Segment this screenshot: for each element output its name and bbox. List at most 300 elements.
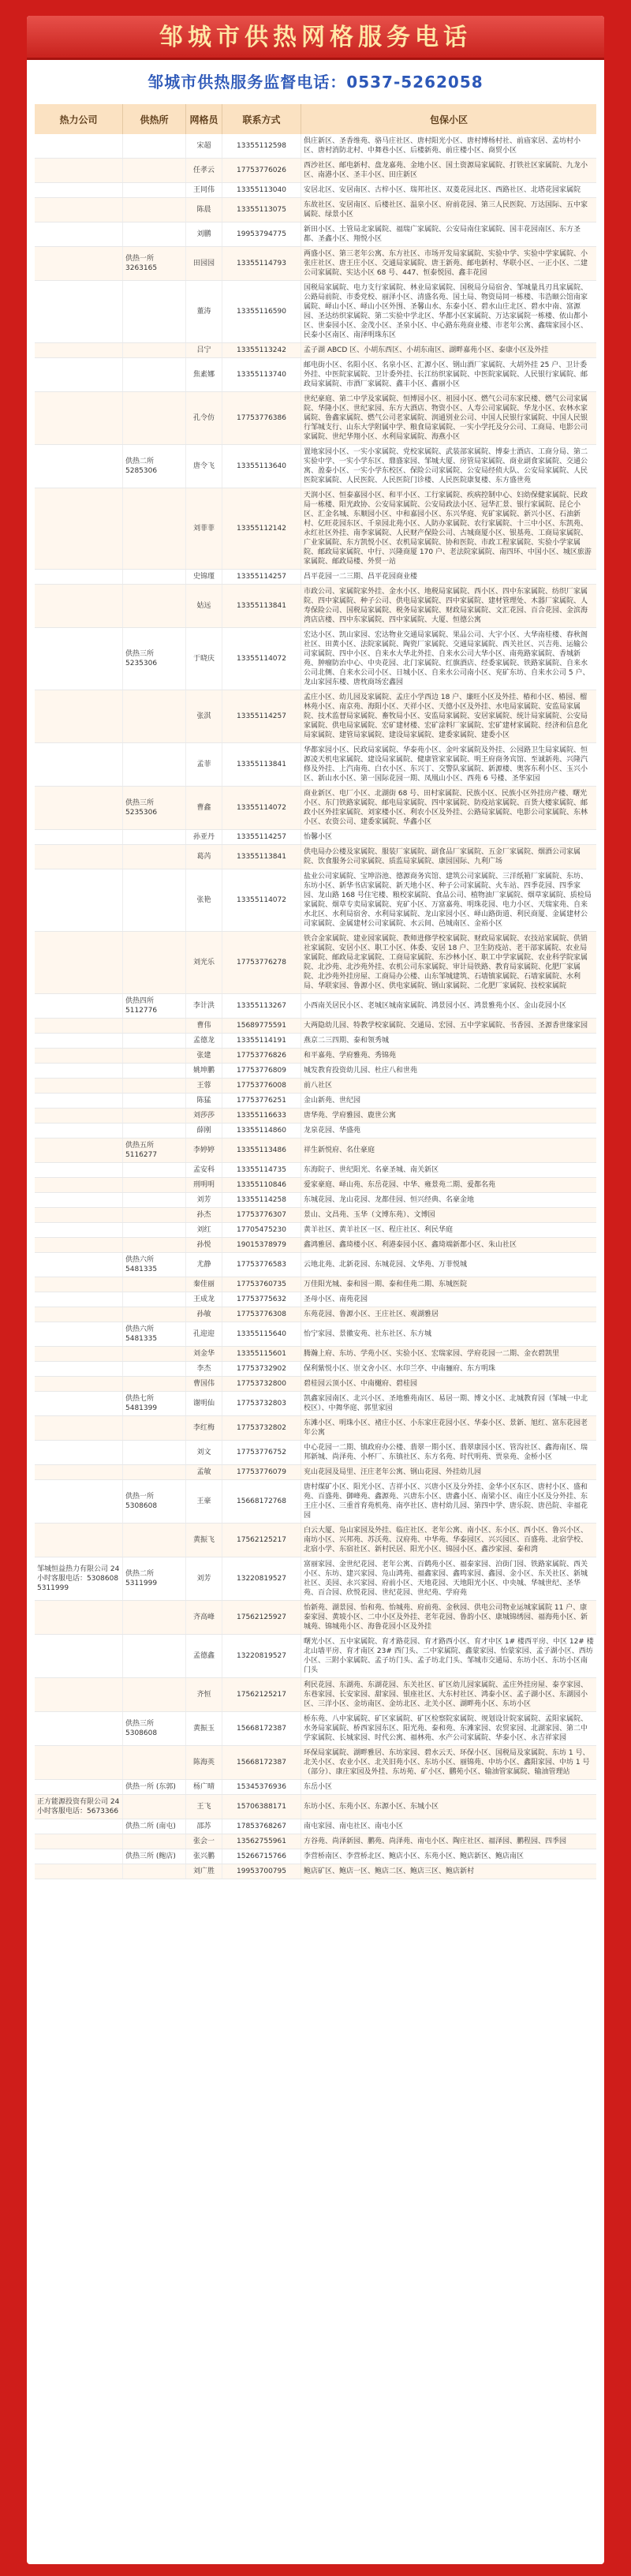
cell-phone[interactable]: 13355113486 [222,1138,301,1162]
cell-station [123,1601,186,1634]
cell-phone[interactable]: 15668172387 [222,1712,301,1745]
cell-company [35,198,123,222]
cell-company [35,570,123,584]
cell-phone[interactable]: 13220819527 [222,1557,301,1600]
table-row [35,845,596,869]
cell-grid-staff: 董涛 [186,281,222,342]
cell-phone[interactable]: 13355113841 [222,585,301,627]
cell-station [123,134,186,158]
cell-company [35,392,123,444]
cell-phone[interactable]: 17753776008 [222,1079,301,1093]
cell-phone[interactable]: 17853768267 [222,1819,301,1834]
table-row [35,1094,596,1109]
cell-area: 怡馨小区 [304,833,333,841]
cell-area: 华都家园小区、民政局家属院、华泰苑小区、金叶家属院及外挂、公园路卫生局家属院、恒源凌天机电家属院、建设局家属院、健康管家家属院、明王府商务宾馆、至诚新苑、兴隆汽修及外挂、上汽南苑、白衣小区、东兴丁、交警队家属院、新源楼、奥客东利小区、玉兴小区、新山水小区、第一国际花园一期、凤凰山小区、西苑 6 号楼、圣华家园 [304,746,588,783]
cell-phone[interactable]: 17562125927 [222,1601,301,1634]
cell-station [123,1635,186,1677]
cell-phone[interactable]: 15706388171 [222,1795,301,1819]
cell-phone[interactable]: 13355114258 [222,1193,301,1207]
table-row [35,1307,596,1322]
cell-phone[interactable]: 13355114257 [222,570,301,584]
cell-station [123,198,186,222]
cell-phone[interactable]: 13355113841 [222,845,301,869]
cell-phone[interactable]: 17753776809 [222,1064,301,1078]
table-row [35,1746,596,1780]
cell-phone[interactable]: 13355110846 [222,1178,301,1192]
table-row [35,628,596,690]
cell-area: 东城花园、龙山花园、龙都佳园、恒兴经典、名豪金地 [304,1196,475,1204]
cell-company [35,1208,123,1222]
cell-area: 鲍店矿区、鲍店一区、鲍店二区、鲍店三区、鲍店新村 [304,1868,475,1875]
cell-company [35,1178,123,1192]
cell-grid-staff: 刘鹏 [186,222,222,246]
cell-phone[interactable]: 13355114257 [222,830,301,844]
cell-company [35,994,123,1018]
cell-company [35,1362,123,1376]
cell-company [35,183,123,197]
cell-area: 孟庄小区、幼儿园及家属院、孟庄小学西边 18 户、廉旺小区及外挂、椿和小区、椿园、榴林苑小区、南京苑、海阳小区、天祥小区、天德小区及外挂、水电局家属院、安监局家属院、技术监督局家属院、畜牧局小区、安监局家属院、安居家属院、统计局家属院、公安局家属院、供电局家属院、宏矿建材楼、宏矿涂料厂家属院、宏矿建材家属院、经济和信息化局家属院、建管局家属院、建设局家属院、建委家属院、建委小区 [304,694,588,739]
cell-station: 供热二所 (南屯) [123,1819,186,1834]
cell-station [123,1019,186,1033]
cell-area: 东滩小区、明珠小区、褚庄小区、小东家庄花园小区、华泰小区、景新、旭红、富东花园老年公寓 [304,1419,588,1437]
cell-station [123,1746,186,1779]
cell-company [35,1377,123,1391]
cell-grid-staff: 于晓庆 [186,628,222,690]
cell-area: 和平嘉苑、学府雅苑、秀锦苑 [304,1052,397,1060]
cell-station: 供热六所 5481335 [123,1322,186,1346]
cell-grid-staff: 孙杰 [186,1208,222,1222]
cell-company [35,869,123,931]
cell-company [35,1277,123,1292]
cell-station [123,585,186,627]
table-row [35,1819,596,1834]
cell-area: 方谷苑、尚泽新园、鹏苑、尚泽苑、南屯小区、陶庄社区、福泽园、鹏程园、四季园 [304,1838,567,1845]
cell-company [35,585,123,627]
cell-grid-staff: 刘广胜 [186,1864,222,1879]
cell-area: 燕京二三四期、泰和领秀城 [304,1037,390,1045]
cell-grid-staff: 宋超 [186,134,222,158]
cell-company [35,1193,123,1207]
cell-grid-staff: 李杰 [186,1362,222,1376]
cell-grid-staff: 黄振飞 [186,1524,222,1557]
cell-area: 利民花园、东湖苑、东湖花园、东关社区、矿区幼儿园家属院、孟庄外挂房屋、泰亨家园、东巷家园、长安家园、甜家园、银座社区、大东村社区、鸿泰小区、孟子湖小区、东湖园小区、三洋小区、金坊南区、金坊北区、北关小区、湖畔苑小区、东坊小区 [304,1681,588,1708]
cell-phone[interactable]: 13355112598 [222,134,301,158]
cell-area: 东故社区、安居南区、后楼社区、温泉小区、府前花园、第三人民医院、万达国际、五中家属院、绿景小区 [304,201,588,219]
cell-area: 供电局办公楼及家属院、服装厂家属院、副食品厂家属院、五金厂家属院、烟酒公司家属院、饮食服务公司家属院、质监局家属院、康园国际、九利广场 [304,848,581,866]
cell-company [35,1392,123,1415]
cell-grid-staff: 刘菲菲 [186,488,222,569]
cell-area: 前八社区 [304,1082,333,1090]
table-row [35,869,596,932]
table-row [35,1223,596,1238]
cell-company [35,1138,123,1162]
cell-company: 邹城恒益热力有限公司 24 小时客服电话：5308608 5311999 [35,1557,123,1600]
table-row [35,1635,596,1678]
cell-area: 东坊小区、东苑小区、东源小区、东城小区 [304,1803,439,1811]
cell-area: 李营桥南区、李营桥北区、鲍店小区、东苑小区、鲍店新区、鲍店南区 [304,1853,525,1860]
cell-phone[interactable]: 13355114072 [222,628,301,690]
cell-phone[interactable]: 13355114191 [222,1034,301,1048]
cell-grid-staff: 葛芮 [186,845,222,869]
cell-area: 凯鑫家园南区、北兴小区、圣地雅苑南区、易居一期、博文小区、北城教育园（邹城一中北校区）、中舞华庭、郭里家园 [304,1395,588,1412]
cell-company [35,1416,123,1440]
cell-station [123,358,186,391]
cell-area: 城发教育投资幼儿园、杜庄八和世苑 [304,1067,418,1075]
cell-company [35,1079,123,1093]
cell-grid-staff: 齐高峰 [186,1601,222,1634]
cell-station: 供热三所 5235306 [123,787,186,829]
table-row [35,1795,596,1819]
cell-grid-staff: 焦素娜 [186,358,222,391]
cell-grid-staff: 刘芳 [186,1557,222,1600]
table-row [35,1163,596,1178]
cell-phone[interactable]: 13355114860 [222,1123,301,1138]
cell-station: 供热四所 5112776 [123,994,186,1018]
cell-company [35,1123,123,1138]
cell-phone[interactable]: 13355114072 [222,787,301,829]
cell-area: 唐村煤矿小区、阳光小区、吉祥小区、兴唐小区及分外挂、金华小区东区、唐村小区、盛和苑、百盛苑、御峰苑、鑫源苑、兴唐东小区、唐鑫小区、南梁小区、南庄小区及分外挂、东王庄小区、三重首育苑机苑、南亭社区、唐村幼儿园、第四中学、唐乐院、唐邑院、幸福花园 [304,1483,588,1520]
cell-station [123,1064,186,1078]
cell-area: 云地北苑、北新花园、东城花园、文华苑、万菲悦城 [304,1261,468,1269]
cell-grid-staff: 齐恒 [186,1678,222,1711]
cell-company [35,1712,123,1745]
cell-area: 东苑花园、鲁源小区、王庄社区、观湖雅居 [304,1310,439,1318]
cell-phone[interactable]: 13355115601 [222,1347,301,1361]
cell-phone[interactable]: 17753732802 [222,1416,301,1440]
cell-company [35,1849,123,1864]
cell-area: 盐业公司家属院、宝坤浴池、德源商务宾馆、建筑公司家属院、三洋纸箱厂家属院、东坊、东坊小区、新华书店家属院、新天地小区、种子公司家属院、火车站、四季花园、四季家园、龙山路 168 号住宅楼、粮校家属院、食品公司、植物油厂家属院、烟草家属院、质检局家属院、烟草专卖局家属院、兖矿小区、万富嘉苑、明珠花园、电力小区、天瑞家苑、自来水北区、水利局宿舍、水利局家属院、龙山家园小区、峄山路街道、利民商厦、金属建材公司家属院、金属建材公司家属院、水云间、邑城南区、金裕小区 [304,873,592,928]
cell-phone[interactable]: 17753732800 [222,1377,301,1391]
cell-grid-staff: 姚坤鹏 [186,1064,222,1078]
cell-area: 大两隐幼儿园、特教学校家属院、交通局、宏园、五中学家属院、书香园、圣源香世缘家园 [304,1022,588,1030]
cell-phone[interactable]: 13355113267 [222,994,301,1018]
cell-grid-staff: 陈海英 [186,1746,222,1779]
cell-company [35,690,123,742]
cell-area: 东岳小区 [304,1783,333,1791]
cell-station: 供热三所 5235306 [123,628,186,690]
table-row [35,1849,596,1864]
cell-company [35,343,123,357]
cell-area: 世纪豪庭、第二中学及家属院、恒博园小区、祖园小区、燃气公司东家民楼、燃气公司家属院、华隆小区、世纪家园、东方大酒店、物资小区、人寿公司家属院、华龙小区、农林水家属院、鲁鑫家属院、燃气公司老家属院、润通别业公司、中国人民银行家属院、中国人民银行邹城支行、山东大学附属中学、粮食局家属院、一实小学托及分公司、工商局、电影公司家属院、世纪华翔小区、水利局家属院、海燕小区 [304,395,588,441]
cell-station: 供热一所 5308608 [123,1480,186,1523]
cell-station [123,1079,186,1093]
cell-phone[interactable]: 13562755961 [222,1834,301,1849]
table-row [35,1377,596,1392]
page-title: 邹城市供热网格服务电话 [27,16,604,60]
cell-phone[interactable]: 13355113841 [222,743,301,786]
cell-phone[interactable]: 13355113075 [222,198,301,222]
cell-phone[interactable]: 13355113242 [222,343,301,357]
cell-company: 正方能源投资有限公司 24 小时客服电话：5673366 [35,1795,123,1819]
cell-area: 祥生新悦府、名仕豪庭 [304,1146,375,1154]
cell-grid-staff: 孟菲 [186,743,222,786]
table-row [35,198,596,222]
cell-grid-staff: 孙悦 [186,1238,222,1252]
cell-area: 南屯家园、南屯社区、南屯小区 [304,1823,404,1830]
cell-grid-staff: 杨广晴 [186,1780,222,1794]
table-row [35,1208,596,1223]
cell-grid-staff: 陈猛 [186,1094,222,1108]
cell-station [123,1795,186,1819]
table-row [35,743,596,787]
cell-grid-staff: 张建 [186,1049,222,1063]
table-row [35,247,596,281]
cell-station: 供热二所 5285306 [123,445,186,488]
cell-company [35,1253,123,1277]
table-row [35,281,596,343]
cell-company [35,1635,123,1677]
cell-phone[interactable]: 17753732902 [222,1362,301,1376]
cell-grid-staff: 李计洪 [186,994,222,1018]
table-row [35,1834,596,1849]
cell-phone[interactable]: 17753776307 [222,1208,301,1222]
cell-grid-staff: 刘金华 [186,1347,222,1361]
cell-grid-staff: 史锦瑾 [186,570,222,584]
cell-company [35,1292,123,1307]
cell-phone[interactable]: 13355114793 [222,247,301,280]
table-row [35,1480,596,1524]
cell-grid-staff: 孟德鑫 [186,1635,222,1677]
cell-station [123,570,186,584]
cell-company [35,1238,123,1252]
cell-company [35,1049,123,1063]
cell-grid-staff: 王蓉 [186,1079,222,1093]
header-area: 包保小区 [429,114,468,125]
cell-company [35,787,123,829]
cell-phone[interactable]: 17753776026 [222,159,301,182]
table-row [35,1557,596,1601]
cell-station [123,1377,186,1391]
cell-station [123,830,186,844]
cell-area: 曙光小区、五中家属院、育才路花园、育才路西小区、育才中区 1# 楼西平房、中区 12# 楼北山墙平房、育才南区 23# 西门头、二中家属院、鑫蒙家园、怡蒙家园、孟子湖小区、西坊小区、三附小家属院、孟子坊门头、孟子坊北门头、邹城市交通局、东坊小区、东坊小区南门头 [304,1638,594,1674]
cell-phone[interactable]: 17705475230 [222,1223,301,1237]
cell-station [123,869,186,931]
cell-grid-staff: 刘红 [186,1223,222,1237]
cell-grid-staff: 孟安科 [186,1163,222,1177]
cell-station [123,1094,186,1108]
cell-area: 中心花园一二期、镇政府办公楼、翡翠一期小区、翡翠康园小区、管沟社区、鑫海南区、瑞邦新城、尚泽苑、小杯厂、东镇社区、东方名苑、时代明苑、贾泉苑、金桥小区 [304,1444,588,1461]
cell-station [123,1441,186,1464]
cell-station [123,1292,186,1307]
cell-area: 邮电街小区、名阳小区、名泉小区、汇源小区、钢山酒厂家属院、大胡外挂 25 户、卫计委外挂、中医院家属院、卫计委外挂、长江纺织家属院、中医院家属院、人民银行家属院、邮政局家属院、市酒厂家属院、鑫丰小区、鑫丽小区 [304,361,588,388]
cell-area: 黄羊社区、黄羊社区一区、程庄社区、利民华庭 [304,1226,454,1234]
cell-area: 西沙社区、邮电新村、盘龙嘉苑、金地小区、国土资源局家属院、打铁社区家属院、九龙小区、南港小区、圣丰小区、田庄新区 [304,162,588,179]
table-row [35,787,596,830]
cell-company [35,1834,123,1849]
cell-grid-staff: 孙亚丹 [186,830,222,844]
cell-company [35,1864,123,1879]
table-row [35,1678,596,1712]
cell-grid-staff: 唐令飞 [186,445,222,488]
cell-station [123,1834,186,1849]
cell-station [123,392,186,444]
cell-phone[interactable]: 13355113640 [222,445,301,488]
cell-grid-staff: 王成龙 [186,1292,222,1307]
cell-phone[interactable]: 13355114257 [222,690,301,742]
cell-area: 龙泉花园、华盛苑 [304,1127,361,1135]
cell-station [123,743,186,786]
cell-grid-staff: 曹伟 [186,1019,222,1033]
cell-phone[interactable]: 13355112142 [222,488,301,569]
cell-station [123,1223,186,1237]
cell-company [35,1322,123,1346]
cell-station [123,281,186,342]
cell-station [123,222,186,246]
table-row [35,1392,596,1416]
cell-area: 两盛小区、第三老年公寓、东方社区、市场开发局家属院、实验中学、实验中学家属院、小张庄社区、唐王庄小区、交通局家属院、唐王新苑、邮电新村、华联小区、一正小区、二建公司家属院、实达小区 68 号、447、恒泰悦园、鑫丰花园 [304,250,588,277]
cell-grid-staff: 陈晨 [186,198,222,222]
cell-company [35,1465,123,1479]
table-row [35,1864,596,1879]
cell-area: 天润小区、恒泰嘉园小区、和平小区、工行家属院、疾病控制中心、妇幼保健家属院、民政局一栋楼、阳光政协、公安局家属院、公安局政法小区、冠华汇景、银行家属院、昆仑小区、汇金名城、东顺园小区、中和嘉园小区、东兴华庭、兖矿家属院、新兴小区、石油新村、亿旺花园东区、千泉园北苑小区、人防办家属院、农行家属院、十三中小区、东凯苑、永红社区外挂、南李家属院、人民财产保险公司、古城商厦小区、银基苑、工商局家属院、广业家属院、东方凯悦小区、农机局家属院、协和医院、市政工程家属院、实验小学家属院、邮政局家属院、中行、兴隆商厦 170 户、老法院家属院、南四环、中国小区、城区旅游家属院、邮政局楼、外贸一站 [304,492,592,566]
cell-station: 供热一所 (东郭) [123,1780,186,1794]
cell-company [35,1441,123,1464]
cell-phone[interactable]: 17753776386 [222,392,301,444]
cell-company [35,1034,123,1048]
cell-phone[interactable]: 13355116590 [222,281,301,342]
cell-phone[interactable]: 17753776278 [222,932,301,993]
cell-phone[interactable]: 17753776752 [222,1441,301,1464]
cell-station: 供热二所 5311999 [123,1557,186,1600]
cell-area: 俱庄新区、圣香维苑、骆马庄社区、唐村阳光小区、唐村博杨村社、前庙家居、孟坊村小区、唐村消防北村、中舞巷小区、后楼新苑、前庄楼小区、商贸小区 [304,137,581,155]
cell-grid-staff: 张会一 [186,1834,222,1849]
cell-phone[interactable]: 17753776079 [222,1465,301,1479]
table-row [35,1238,596,1253]
cell-company [35,830,123,844]
table-row [35,1034,596,1049]
cell-company [35,1480,123,1523]
cell-area: 宏达小区、凯山家园、宏达物业交通局家属院、果品公司、大宇小区、大华南桂楼、春秋阁社区、田黄小区、法院家属院、陶瓷厂家属院、交通局家属院、西关社区、兴吉苑、运输公司家属院、四中小区、自来水大华北外挂、自来水公司大华小区、南苑路家属院、香城新苑、肿瘤防治中心、中央花园、北门家属院、红旗酒店、经委家属院、铁路家属院、自来水公司北侧、自来水公司小区、日城小区、自来水公司南小区、兖矿东坊、自来水公司 5 户、龙山家园东楼、唐枕商场宏鑫园 [304,631,590,686]
table-row [35,1780,596,1795]
cell-grid-staff: 李红梅 [186,1416,222,1440]
cell-phone[interactable]: 15668172768 [222,1480,301,1523]
cell-grid-staff: 刘莎莎 [186,1109,222,1123]
table-row [35,1123,596,1138]
cell-phone[interactable]: 19015378979 [222,1238,301,1252]
cell-station [123,1238,186,1252]
cell-station [123,1277,186,1292]
table-row [35,1019,596,1034]
cell-phone[interactable]: 17562125217 [222,1524,301,1557]
table-row [35,1465,596,1480]
cell-grid-staff: 刘文 [186,1441,222,1464]
cell-grid-staff: 谢明仙 [186,1392,222,1415]
cell-grid-staff: 吕宁 [186,343,222,357]
cell-phone[interactable]: 17753775632 [222,1292,301,1307]
cell-phone[interactable]: 13355115640 [222,1322,301,1346]
cell-grid-staff: 任孝云 [186,159,222,182]
cell-phone[interactable]: 13355114735 [222,1163,301,1177]
table-row [35,932,596,994]
cell-area: 怡新苑、湖景园、怡和苑、怡城苑、府前苑、金秋园、供电公司物业运城家属院 11 户、康泰家园、黄坡小区、二中小区及外挂、老年花园、鲁韵小区、康城锦绣园、福海苑小区、新城苑、锦城苑小区、海鲁花园小区及外挂 [304,1604,588,1631]
cell-station [123,1416,186,1440]
table-row [35,1524,596,1557]
table-row [35,1292,596,1307]
cell-phone[interactable]: 15689775591 [222,1019,301,1033]
cell-phone[interactable]: 17753776308 [222,1307,301,1322]
cell-phone[interactable]: 13355113740 [222,358,301,391]
cell-station: 供热七所 5481399 [123,1392,186,1415]
table-row [35,392,596,445]
cell-area: 孟子湖 ABCD 区、小胡东西区、小胡东南区、湖畔嘉苑小区、泰康小区及外挂 [304,346,549,354]
cell-station [123,1465,186,1479]
cell-grid-staff: 薛刚 [186,1123,222,1138]
cell-phone[interactable]: 15266715766 [222,1849,301,1864]
cell-company [35,159,123,182]
cell-area: 安居北区、安居南区、古梓小区、瑞邦社区、双菱花园北区、西路社区、北塔花园家属院 [304,186,581,194]
cell-phone[interactable]: 17753776251 [222,1094,301,1108]
table-row [35,1277,596,1292]
cell-area: 昌平花园一二三期、昌平花园商业楼 [304,573,418,581]
table-row [35,1138,596,1163]
table-row [35,159,596,183]
cell-grid-staff: 曹鑫 [186,787,222,829]
cell-company [35,222,123,246]
cell-grid-staff: 张兴鹏 [186,1849,222,1864]
table-row [35,1322,596,1347]
cell-area: 新田小区、土管局北家属院、福瑞广家属院、公安局南住家属院、国丰花园南区、东方圣都、圣鑫小区、翔悦小区 [304,226,581,243]
cell-station [123,1034,186,1048]
cell-area: 市政公司、家属院家外挂、金水小区、地税局家属院、西小区、四中东家属院、纺织厂家属院、四中家属院、种子公司、供电局家属院、四中家属院、建材管理处、木器厂家属院、人寿保险公司、国税局家属院、税务局家属院、财政局家属院、文汇花园、百合花园、金滨海湾店店楼、四中东家属院、四中家属院、大厦、恒德公寓 [304,588,588,624]
table-row [35,183,596,198]
header-grid: 网格员 [186,104,222,134]
cell-grid-staff: 孟德龙 [186,1034,222,1048]
table-row [35,585,596,628]
table-row [35,1079,596,1094]
cell-phone[interactable]: 17753776583 [222,1253,301,1277]
cell-phone[interactable]: 17753776826 [222,1049,301,1063]
cell-grid-staff: 孔令仿 [186,392,222,444]
cell-phone[interactable]: 17753760735 [222,1277,301,1292]
cell-phone[interactable]: 15668172387 [222,1746,301,1779]
cell-company [35,445,123,488]
cell-grid-staff: 孔迎迎 [186,1322,222,1346]
cell-company [35,134,123,158]
cell-area: 白云大厦、凫山家园及外挂、临庄社区、老年公寓、南小区、东小区、西小区、鲁兴小区、南坊小区、兴邦苑、苏沃苑、汉府苑、中华苑、华泰园区、兴兴园区、百盛苑、北宿学校、北宿小学、东宿社区、新村民居、阳光小区、锦园小区、鑫沙家园、泰和湾 [304,1527,588,1553]
cell-phone[interactable]: 13355113040 [222,183,301,197]
table-row [35,488,596,570]
cell-phone[interactable]: 13220819527 [222,1635,301,1677]
table-row [35,445,596,488]
cell-grid-staff: 姑远 [186,585,222,627]
cell-company [35,1163,123,1177]
cell-company [35,845,123,869]
cell-area: 怡宁家园、景徽安苑、社东社区、东方城 [304,1330,432,1338]
cell-area: 金山新苑、世纪园 [304,1097,361,1105]
cell-phone[interactable]: 13355116633 [222,1109,301,1123]
cell-phone[interactable]: 13355114072 [222,869,301,931]
table-row [35,1441,596,1465]
cell-grid-staff: 刘芳 [186,1193,222,1207]
cell-station: 供热三所 5308608 [123,1712,186,1745]
cell-grid-staff: 王飞 [186,1795,222,1819]
cell-company [35,1347,123,1361]
table-row [35,1601,596,1635]
cell-station [123,183,186,197]
page-frame [27,16,604,2564]
cell-station [123,1864,186,1879]
cell-phone[interactable]: 17753732803 [222,1392,301,1415]
cell-phone[interactable]: 19953700795 [222,1864,301,1879]
cell-company [35,1819,123,1834]
table-row [35,690,596,743]
cell-phone[interactable]: 15345376936 [222,1780,301,1794]
cell-area: 桥东苑、八中家属院、矿区家属院、矿区检察院家属院、规划设计院家属院、孟阳家属院、水务局家属院、桥西家园东区、阳光苑、泰和苑、东滩家园、农贸家园、北湖家园、第二中学家属院、长城家园、时代公寓、福林苑、水产公司家属院、华泰小区、永吉祥家园 [304,1715,588,1742]
cell-phone[interactable]: 19953794775 [222,222,301,246]
header-station: 供热所 [123,104,186,134]
table-row [35,1193,596,1208]
cell-phone[interactable]: 17562125217 [222,1678,301,1711]
